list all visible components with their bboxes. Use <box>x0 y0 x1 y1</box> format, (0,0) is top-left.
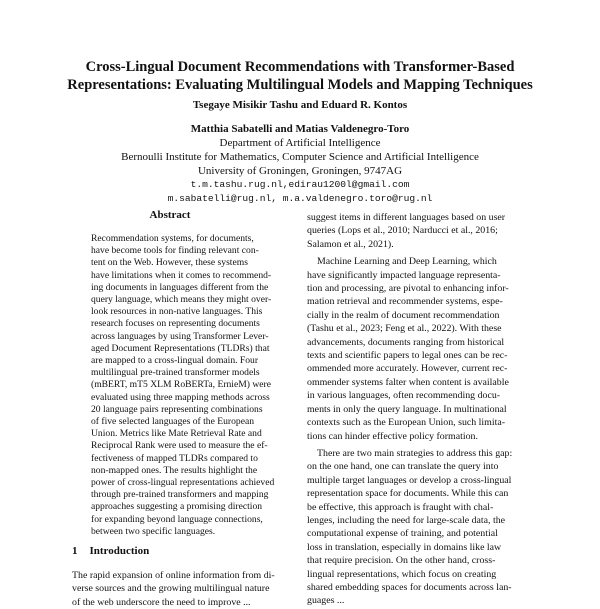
abstract-line: through pre-trained transformers and mapping <box>91 489 269 501</box>
text-line: suggest items in different languages based on user <box>307 212 506 223</box>
text-line: lingual representations, which focus on creating <box>307 568 497 580</box>
abstract-line: (mBERT, mT5 XLM RoBERTa, ErnieM) were <box>91 379 271 391</box>
author-emails-2: m.sabatelli@rug.nl, m.a.valdenegro.toro@rug.nl <box>167 193 433 204</box>
text-line: computational expense of training, and potential <box>307 528 498 540</box>
abstract-line: 20 language pairs representing combinations <box>91 403 263 415</box>
author-line-1: Tsegaye Misikir Tashu and Eduard R. Kontos <box>192 99 408 111</box>
right-column <box>307 211 529 608</box>
abstract-line: look resources in non-native languages. This <box>91 306 263 318</box>
text-line: Salamon et al., 2021). <box>307 238 394 250</box>
text-line: that require precision. On the other hand, cross- <box>307 555 496 567</box>
abstract-line: Recommendation systems, for documents, <box>91 233 254 244</box>
affiliation-university: University of Groningen, Groningen, 9747AG <box>197 165 403 177</box>
text-line: have significantly impacted language representa- <box>307 269 501 281</box>
intro-line: The rapid expansion of online information from di- <box>72 570 275 581</box>
abstract-line: non-mapped ones. The results highlight the <box>91 464 258 476</box>
text-line: multiple target languages or develop a cross-lingual <box>307 474 512 486</box>
abstract-line: multilingual pre-trained transformer models <box>91 367 260 379</box>
text-line: ments in only the query language. In multinational <box>307 403 507 415</box>
title-line: Representations: Evaluating Multilingual Models and Mapping Techniques <box>67 77 533 93</box>
abstract-line: for expanding beyond language connections, <box>91 513 263 525</box>
paragraph-continuation <box>307 211 529 251</box>
abstract-body <box>91 233 275 538</box>
intro-line: of the web underscore the need to improve ... <box>72 596 251 608</box>
abstract-line: Reciprocal Rank were used to measure the ef- <box>91 440 268 452</box>
abstract-line: have become tools for finding relevant con- <box>91 245 259 257</box>
abstract-line: ing documents in languages different from the <box>91 281 269 293</box>
text-line: cially in the realm of document recommendation <box>307 309 500 321</box>
text-line: mation retrieval and recommender systems, espe- <box>307 296 503 308</box>
text-line: tion and processing, are pivotal to enhancing infor- <box>307 283 509 295</box>
abstract-line: tent on the Web. However, these systems <box>91 257 248 269</box>
affiliation-institute: Bernoulli Institute for Mathematics, Computer Science and Artificial Intelligence <box>121 151 479 163</box>
text-line: (Tashu et al., 2023; Feng et al., 2022). With these <box>307 323 502 335</box>
text-line: shared embedding spaces for documents across lan- <box>307 581 512 593</box>
text-line: advancements, documents ranging from historical <box>307 336 505 348</box>
affiliation-department: Department of Artificial Intelligence <box>219 137 381 149</box>
text-line: representation space for documents. While this can <box>307 488 509 500</box>
text-line: be effective, this approach is fraught with chal- <box>307 501 494 513</box>
section-heading-introduction <box>72 545 149 557</box>
abstract-line: evaluated using three mapping methods across <box>91 391 270 403</box>
abstract-line: are mapped to a cross-lingual domain. Four <box>91 355 259 367</box>
paragraph-strategies <box>307 447 529 608</box>
paper-title <box>40 58 560 94</box>
text-line: on the one hand, one can translate the query into <box>307 461 499 473</box>
text-line: loss in translation, especially in domains like law <box>307 541 502 553</box>
section-number: 1 <box>72 545 78 557</box>
author-emails-1: t.m.tashu.rug.nl,edirau1200l@gmail.com <box>190 179 410 190</box>
abstract-line: across languages by using Transformer Lever- <box>91 330 269 342</box>
abstract-line: between two specific languages. <box>91 525 216 537</box>
abstract-line: fectiveness of mapped TLDRs compared to <box>91 452 258 464</box>
text-line: contexts such as the European Union, such limita- <box>307 417 506 429</box>
abstract-line: have limitations when it comes to recommend- <box>91 269 272 281</box>
abstract-line: Union. Metrics like Mate Retrieval Rate and <box>91 428 262 440</box>
text-line: lenges, including the need for large-scale data, the <box>307 514 506 526</box>
abstract-line: research focuses on representing documents <box>91 318 260 330</box>
text-line: ommender systems falter when content is available <box>307 376 509 388</box>
paragraph-ml-dl <box>307 255 529 443</box>
title-line: Cross-Lingual Document Recommendations with Transformer-Based <box>85 59 515 75</box>
text-line: ommended more accurately. However, current rec- <box>307 363 508 375</box>
abstract-line: power of cross-lingual representations achieved <box>91 477 275 489</box>
text-line: guages ... <box>307 595 345 607</box>
text-line: queries (Lops et al., 2010; Narducci et al., 2016; <box>307 225 498 237</box>
introduction-body <box>72 569 287 609</box>
section-title: Introduction <box>89 545 150 557</box>
abstract-line: aged Document Representations (TLDRs) that <box>91 342 270 354</box>
text-line: in various languages, often recommending docu- <box>307 390 501 402</box>
intro-line: verse sources and the growing multilingual nature <box>72 583 270 595</box>
author-line-2: Matthia Sabatelli and Matias Valdenegro-Toro <box>190 123 410 135</box>
abstract-heading: Abstract <box>149 209 191 221</box>
abstract-line: of five selected languages of the European <box>91 416 255 428</box>
text-line: tions can hinder effective policy formation. <box>307 430 478 442</box>
text-line: Machine Learning and Deep Learning, which <box>317 256 497 268</box>
text-line: texts and scientific papers to legal ones can be rec- <box>307 350 508 362</box>
abstract-line: query language, which means they might over- <box>91 294 272 306</box>
text-line: There are two main strategies to address this gap: <box>317 447 513 459</box>
abstract-line: approaches suggesting a promising direction <box>91 501 263 513</box>
